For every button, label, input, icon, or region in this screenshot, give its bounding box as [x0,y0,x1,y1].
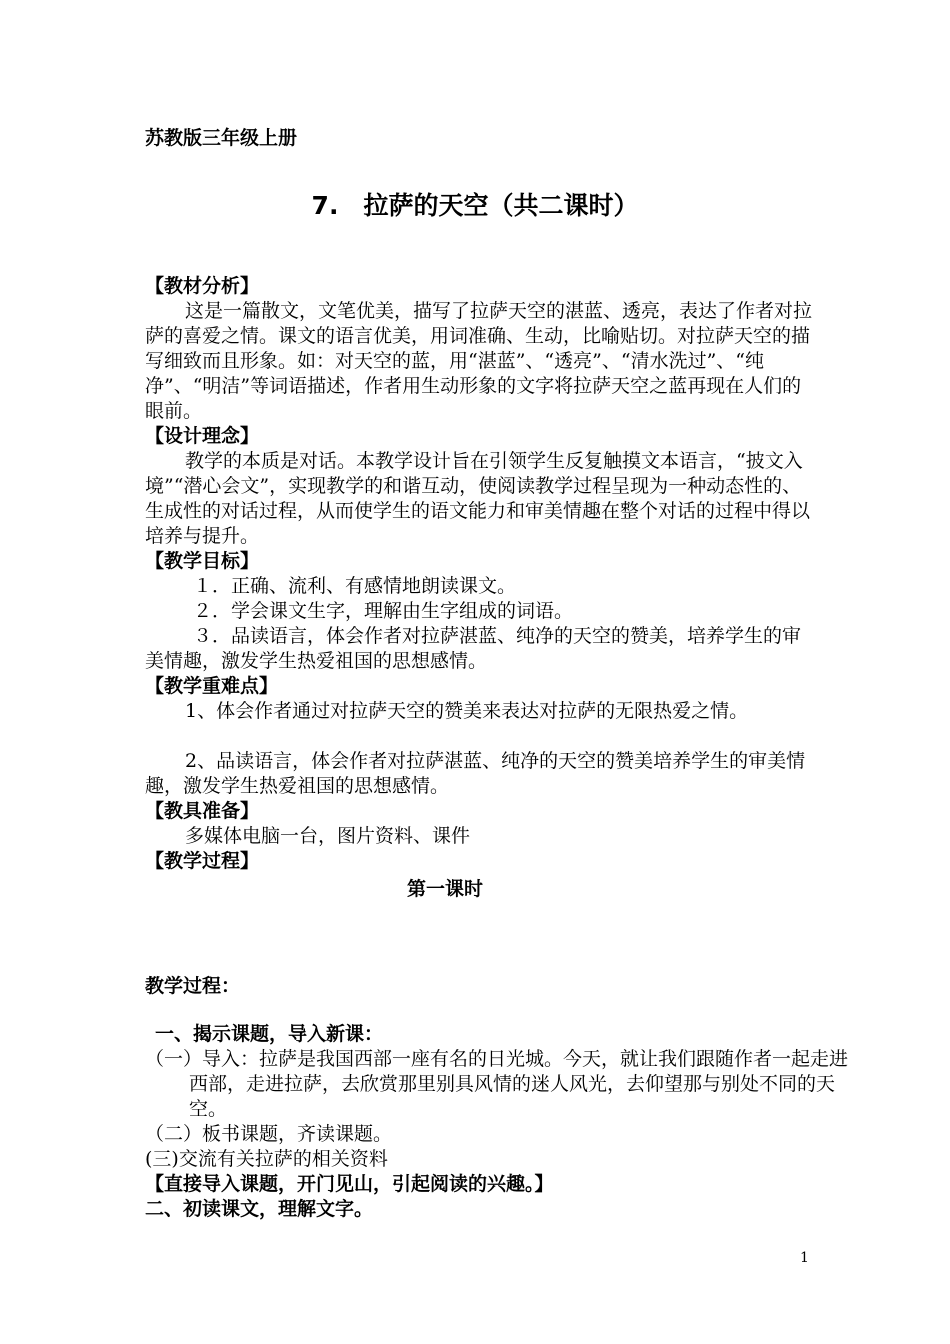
lesson-title: 7. 拉萨的天空（共二课时） [311,191,639,220]
keypoint-item: 2、品读语言，体会作者对拉萨湛蓝、纯净的天空的赞美培养学生的审美情趣，激发学生热爱祖国的思想感情。 [145,750,806,797]
step2-title: 二、初读课文，理解文字。 [145,1198,374,1220]
process-label: 教学过程： [145,975,241,997]
concept-heading: 【设计理念】 [145,425,260,447]
keypoint-item: 1、体会作者通过对拉萨天空的赞美来表达对拉萨的无限热爱之情。 [185,700,749,722]
goal-item: １．正确、流利、有感情地朗读课文。 [193,575,517,597]
page-number: 1 [800,1250,809,1266]
tools-text: 多媒体电脑一台，图片资料、课件 [185,825,471,847]
analysis-text: 这是一篇散文，文笔优美，描写了拉萨天空的湛蓝、透亮，表达了作者对拉萨的喜爱之情。课文的语言优美，用词准确、生动，比喻贴切。对拉萨天空的描写细致而且形象。如：对天空的蓝，用“湛蓝”、“透亮”、“清水洗过”、“纯净”、“明洁”等词语描述，作者用生动形象的文字将拉萨天空之蓝再现在人们的眼前。 [145,300,813,422]
step1-item: （一）导入：拉萨是我国西部一座有名的日光城。今天，就让我们跟随作者一起走进西部，走进拉萨，去欣赏那里别具风情的迷人风光，去仰望那与别处不同的天空。 [145,1048,849,1120]
step1-title: 一、揭示课题，导入新课： [155,1023,384,1045]
step1-item: （二）板书课题，齐读课题。 [145,1123,393,1145]
tools-heading: 【教具准备】 [145,800,260,822]
lesson-period-heading: 第一课时 [406,878,483,900]
goal-item: ２．学会课文生字，理解由生字组成的词语。 [193,600,574,622]
analysis-heading: 【教材分析】 [145,275,260,297]
step1-note: 【直接导入课题，开门见山，引起阅读的兴趣。】 [145,1173,554,1195]
goals-heading: 【教学目标】 [145,550,260,572]
series-label: 苏教版三年级上册 [145,127,298,149]
keypoints-heading: 【教学重难点】 [145,675,279,697]
step1-item: (三)交流有关拉萨的相关资料 [145,1148,388,1170]
concept-text: 教学的本质是对话。本教学设计旨在引领学生反复触摸文本语言，“披文入境”“潜心会文”，实现教学的和谐互动，使阅读教学过程呈现为一种动态性的、生成性的对话过程，从而使学生的语文能力和审美情趣在整个对话的过程中得以培养与提升。 [145,450,811,547]
goal-item: ３．品读语言，体会作者对拉萨湛蓝、纯净的天空的赞美，培养学生的审美情趣，激发学生热爱祖国的思想感情。 [145,625,802,672]
process-heading: 【教学过程】 [145,850,260,872]
